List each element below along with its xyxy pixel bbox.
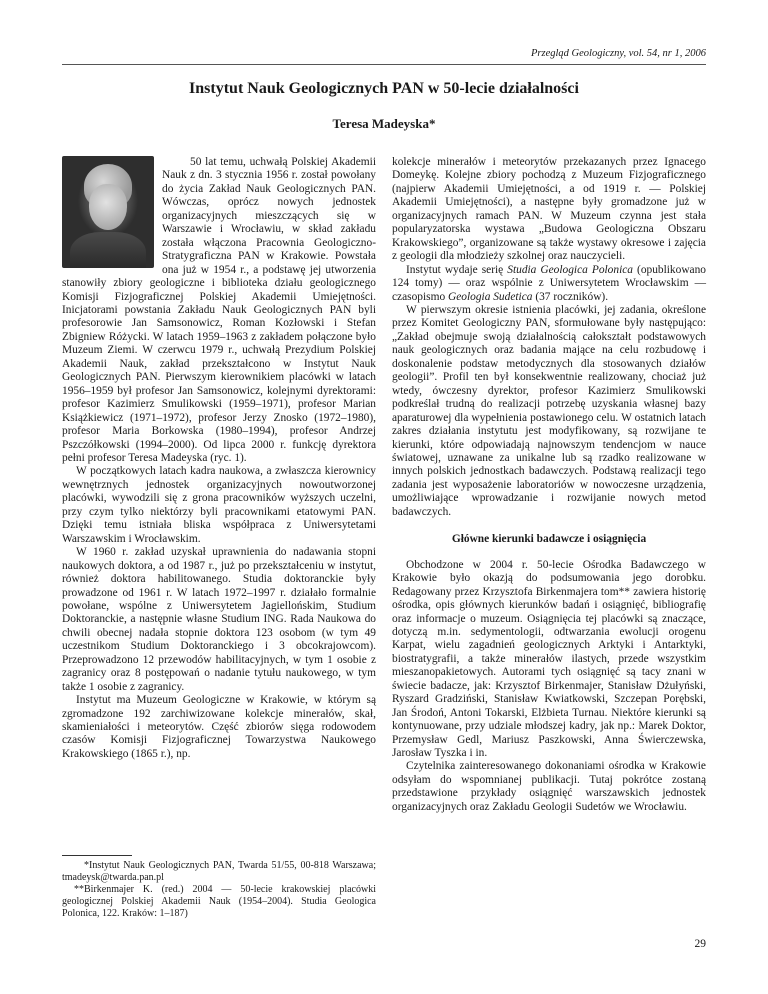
footnote-affiliation: *Instytut Nauk Geologicznych PAN, Twarda 51/55, 00-818 Warszawa; tmadeysk@twarda.pan.pl	[62, 860, 376, 883]
paragraph: Obchodzone w 2004 r. 50-lecie Ośrodka Badawczego w Krakowie było okazją do podsumowania jego dorobku. Redagowany przez Krzysztofa Birkenmajera tom** zawiera historię ośrodka, opis głównych kierunków badań i osiągnięć, bibliografię oraz informacje o muzeum. Osiągnięcia tej placówki są znaczące, dotyczą m.in. sedymentologii, odtwarzania ewolucji orogenu Karpat, wielu zagadnień geologicznych Arktyki i Antarktyki, biostratygrafii, a także minerałów ilastych, przede wszystkim mieszanopakietowych. Autorami tych osiągnięć są tacy znani w świecie badacze, jak: Krzysztof Birkenmajer, Stanisław Dżułyński, Ryszard Gradziński, Stanisław Kwiatkowski, Szczepan Porębski, Jan Środoń, Antoni Tokarski, Elżbieta Turnau. Niektóre kierunki są kontynuowane, przy udziale młodszej kadry, jak np.: Marek Doktor, Przemysław Gedl, Mariusz Paszkowski, Anna Świerczewska, Jarosław Tyszka i in.	[392, 558, 706, 760]
journal-title: Geologia Sudetica	[448, 290, 533, 303]
section-heading: Główne kierunki badawcze i osiągnięcia	[451, 533, 647, 546]
header-divider	[62, 64, 706, 65]
paragraph: Instytut wydaje serię Studia Geologica Polonica (opublikowano 124 tomy) — oraz wspólnie z Uniwersytetem Wrocławskim — czasopismo Geologia Sudetica (37 roczników).	[392, 263, 706, 303]
paragraph: Czytelnika zainteresowanego dokonaniami ośrodka w Krakowie odsyłam do wspomnianej publikacji. Tutaj pokrótce zostaną przedstawione przykłady osiągnięć warszawskich jednostek organizacyjnych oraz Zakładu Geologii Sudetów we Wrocławiu.	[392, 760, 706, 813]
paragraph: W 1960 r. zakład uzyskał uprawnienia do nadawania stopni naukowych doktora, a od 1987 r., już po przekształceniu w instytut, również doktora habilitowanego. Studia doktoranckie były prowadzone od 1961 r. W latach 1972–1997 r. działało formalnie powołane, wspólne z Uniwersytetem Jagiellońskim, Studium Doktoranckie, a następnie własne Studium ING. Rada Naukowa do chwili obecnej nadała stopnie doktora 123 osobom (w tym 49 uczestnikom Studium Doktoranckiego i 3 obcokrajowcom). Przeprowadzono 12 przewodów habilitacyjnych, w tym 1 osobie z zagranicy oraz 8 postępowań o nadanie tytułu naukowego, w tym także 1 osobie z zagranicy.	[62, 546, 376, 693]
paragraph: W początkowych latach kadra naukowa, a zwłaszcza kierownicy wewnętrznych jednostek organizacyjnych nowoutworzonej placówki, wywodzili się z grona pracowników wyższych uczelni, przy czym tylko niektórzy byli pracownikami etatowymi PAN. Dzięki temu istniała bliska współpraca z Uniwersytetami Warszawskim i Wrocławskim.	[62, 465, 376, 545]
series-title: Studia Geologica Polonica	[507, 263, 633, 276]
journal-header: Przegląd Geologiczny, vol. 54, nr 1, 2006	[531, 48, 706, 59]
article-author: Teresa Madeyska*	[332, 116, 436, 131]
paragraph: 50 lat temu, uchwałą Polskiej Akademii Nauk z dn. 3 stycznia 1956 r. został powołany do życia Zakład Nauk Geologicznych PAN. Wówczas, oprócz nowych jednostek organizacyjnych mieszczących się w Warszawie i Wrocławiu, w skład zakładu została włączona Pracownia Geologiczno-Stratygraficzna PAN w Krakowie. Powstała ona już w 1954 r., a podstawę jej utworzenia stanowiły zbiory geologiczne i biblioteka działu geologicznego Komisji Fizjograficznej Polskiej Akademii Umiejętności. Inicjatorami powstania Zakładu Nauk Geologicznych PAN byli profesorowie Jan Samsonowicz, Roman Kozłowski i Stefan Zbigniew Różycki. W latach 1959–1963 z zakładem połączone było Muzeum Ziemi. W czerwcu 1979 r., uchwałą Prezydium Polskiej Akademii Nauk, zakład przekształcono w Instytut Nauk Geologicznych PAN. Pierwszym kierownikiem placówki w latach 1956–1959 był profesor Jan Samsonowicz, kolejnymi dyrektorami: profesor Kazimierz Smulikowski (1959–1971), profesor Marian Książkiewicz (1971–1972), profesor Jerzy Znosko (1972–1980), profesor Maria Borkowska (1980–1994), profesor Andrzej Pszczółkowski (1994–2000). Od lipca 2000 r. funkcję dyrektora pełni profesor Teresa Madeyska (ryc. 1).	[62, 156, 376, 464]
footnote-reference: **Birkenmajer K. (red.) 2004 — 50-lecie krakowskiej placówki geologicznej Polskiej Akademii Nauk (1954–2004). Studia Geologica Polonica, 122. Kraków: 1–187)	[62, 884, 376, 919]
right-column	[392, 156, 706, 814]
page-number: 29	[694, 938, 706, 950]
paragraph: Instytut ma Muzeum Geologiczne w Krakowie, w którym są zgromadzone 192 zarchiwizowane kolekcje minerałów, skał, skamieniałości i meteorytów. Część zbiorów sięga rodowodem czasów Komisji Fizjograficznej Towarzystwa Naukowego Krakowskiego (1865 r.), np.	[62, 694, 376, 760]
left-column	[62, 156, 376, 761]
paragraph: W pierwszym okresie istnienia placówki, jej zadania, określone przez Komitet Geologiczny PAN, sformułowane były następująco: „Zakład obejmuje swoją działalnością całokształt podstawowych nauk geologicznych oraz badania mające na celu rozbudowę i doskonalenie podstaw metodycznych dla stosowanych działów geologii”. Profil ten był konsekwentnie realizowany, chociaż już wtedy, ówczesny dyrektor, profesor Kazimierz Smulikowski podkreślał trudną do realizacji potrzebę uzyskania własnej bazy aparaturowej dla wypełnienia postawionego celu. W ostatnich latach zakres działania instytutu jest modyfikowany, są rozwijane te kierunki, które odpowiadają najnowszym tendencjom w nauce światowej, uznawane za unikalne lub są rzadko realizowane w innych polskich jednostkach badawczych. Podstawą realizacji tego zadania jest wyposażenie laboratoriów w nowoczesne urządzenia, umożliwiające wprowadzanie i rozwijanie nowych metod badawczych.	[392, 303, 706, 518]
footnotes	[62, 860, 376, 920]
paragraph: kolekcje minerałów i meteorytów przekazanych przez Ignacego Domeykę. Kolejne zbiory pochodzą z Muzeum Fizjograficznego (najpierw Akademii Umiejętności, a od 1919 r. — Polskiej Akademii Umiejętności), a następne były gromadzone już w organizacyjnych ramach PAN. W Muzeum czynna jest stała popularyzatorska wystawa „Budowa Geologiczna Obszaru Krakowskiego”, organizowane są także wystawy okresowe i zajęcia z geologii dla młodzieży szkolnej oraz nauczycieli.	[392, 156, 706, 263]
author-portrait-photo	[62, 156, 154, 268]
article-title: Instytut Nauk Geologicznych PAN w 50-lecie działalności	[189, 80, 579, 97]
footnote-divider	[62, 855, 132, 856]
